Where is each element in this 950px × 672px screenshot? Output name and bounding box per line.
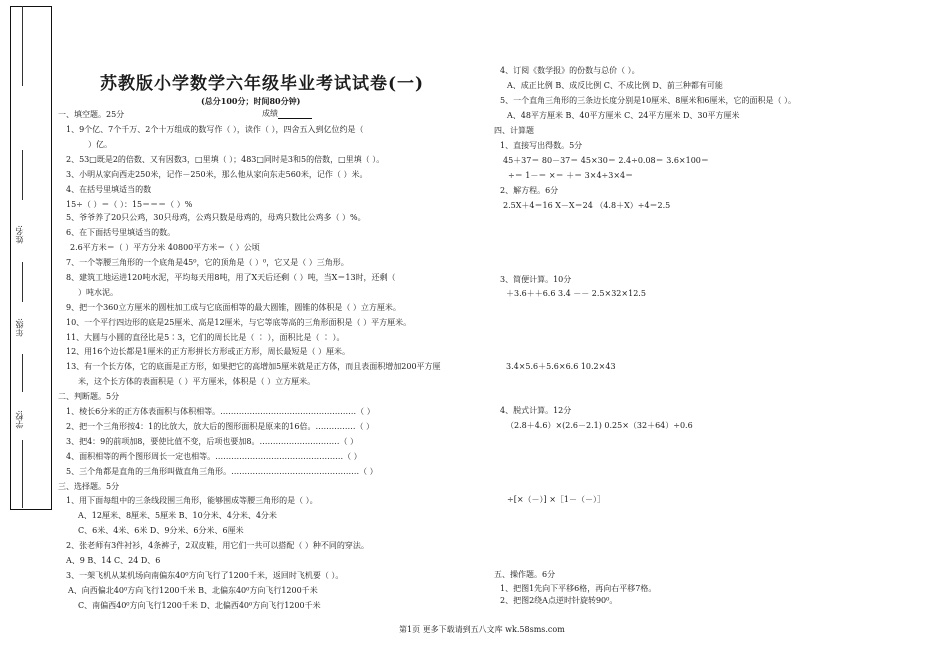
binding-line — [22, 150, 23, 200]
calc-line: （2.8＋4.6）×(2.6－2.1) 0.25×（32＋64）÷0.6 — [506, 421, 693, 430]
question-line: 12、用16个边长都是1厘米的正方形拼长方形或正方形，周长最短是（ ）厘米。 — [66, 347, 350, 356]
option-line: C、6米、4米、6米 D、9分米、6分米、6厘米 — [78, 526, 244, 535]
question-line: 15÷（ ）＝（ ）：15＝＝＝（ ）% — [66, 200, 193, 209]
score-label: 成绩 — [262, 109, 278, 118]
page-subtitle: (总分100分；时间80分钟) — [201, 96, 301, 106]
question-line: 4、在括号里填适当的数 — [66, 185, 152, 194]
question-line: 11、大圆与小圆的直径比是5∶3，它们的周长比是（ ∶ ），面积比是（ ∶ ）。 — [66, 333, 345, 342]
question-line: 2、把一个三角形按4：1的比放大，放大后的图形面积是原来的16倍。……………（ ） — [66, 422, 374, 431]
question-line: 1、棱长6分米的正方体表面积与体积相等。……………………………………………（ ） — [66, 407, 375, 416]
question-line: 9、把一个360立方厘米的圆柱加工成与它底面相等的最大圆锥，圆锥的体积是（ ）立方厘米。 — [66, 303, 401, 312]
question-line: 1、直接写出得数。5分 — [500, 141, 583, 150]
name-field-label: 姓名: — [15, 225, 24, 244]
section-heading: 四、计算题 — [494, 126, 534, 135]
question-line: 3、小明从家向西走250米，记作－250米，那么他从家向东走560米，记作（ ）米。 — [66, 170, 368, 179]
binding-line — [22, 262, 23, 302]
question-line: 一、填空题。25分 — [58, 110, 125, 119]
question-line: 8、建筑工地运进120吨水泥，平均每天用8吨，用了X天后还剩（ ）吨，当X＝13时，还剩（ — [66, 273, 396, 282]
school-field-label: 学校: — [15, 410, 24, 429]
question-line: 米，这个长方体的表面积是（ ）平方厘米，体积是（ ）立方厘米。 — [78, 377, 316, 386]
question-line: 2、解方程。6分 — [500, 186, 559, 195]
option-line: A、向西偏北40⁰方向飞行1200千米 B、北偏东40⁰方向飞行1200千米 — [68, 586, 318, 595]
question-line: 10、一个平行四边形的底是25厘米、高是12厘米，与它等底等高的三角形面积是（ ）平方厘米。 — [66, 318, 412, 327]
grade-field-label: 年级: — [15, 318, 24, 337]
section-heading: 三、选择题。5分 — [58, 482, 120, 491]
calc-line: 3.4×5.6＋5.6×6.6 10.2×43 — [506, 362, 616, 371]
question-line: 1、把图1先向下平移6格，再向右平移7格。 — [500, 584, 657, 593]
page-title: 苏教版小学数学六年级毕业考试试卷(一) — [100, 74, 425, 94]
question-line: 6、在下面括号里填适当的数。 — [66, 228, 176, 237]
binding-margin-box — [10, 6, 52, 510]
question-line: 2.6平方米＝（ ）平方分米 40800平方米＝（ ）公顷 — [70, 243, 260, 252]
question-line: 3、简便计算。10分 — [500, 275, 572, 284]
section-heading: 五、操作题。6分 — [494, 570, 556, 579]
option-line: A、48平方厘米 B、40平方厘米 C、24平方厘米 D、30平方厘米 — [507, 111, 740, 120]
section-heading: 二、判断题。5分 — [58, 392, 120, 401]
question-line: 4、订阅《数学报》的份数与总价（ ）。 — [500, 66, 640, 75]
question-line: ）亿。 — [88, 140, 112, 149]
option-line: A、成正比例 B、成反比例 C、不成比例 D、前三种都有可能 — [507, 81, 723, 90]
calc-line: ＋3.6＋＋6.6 3.4 －－ 2.5×32×12.5 — [506, 289, 646, 298]
binding-line — [22, 354, 23, 392]
question-line: 2、张老师有3件衬衫，4条裤子，2双皮鞋，用它们一共可以搭配（ ）种不同的穿法。 — [66, 541, 369, 550]
question-line: 5、爷爷养了20只公鸡，30只母鸡，公鸡只数是母鸡的，母鸡只数比公鸡多（ ）%。 — [66, 213, 366, 222]
question-line: 3、把4：9的前项加8，要使比值不变，后项也要加8。…………………………（ ） — [66, 437, 358, 446]
calc-line: 2.5X＋4＝16 X－X＝24 （4.8＋X）÷4＝2.5 — [503, 201, 671, 210]
page-footer: 第1页 更多下载请到五八文库 wk.58sms.com — [399, 625, 565, 634]
binding-line — [22, 440, 23, 508]
question-line: ）吨水泥。 — [78, 288, 118, 297]
question-line: 1、9个亿、7个千万、2个十万组成的数写作（ ），读作（ ），四舍五入到亿位约是（ — [66, 125, 364, 134]
question-line: 3、一架飞机从某机场向南偏东40⁰方向飞行了1200千米，返回时飞机要（ ）。 — [66, 571, 344, 580]
binding-line — [22, 6, 23, 86]
question-line: 4、脱式计算。12分 — [500, 406, 572, 415]
score-blank — [278, 110, 312, 119]
calc-line: 45＋37＝ 80－37＝ 45×30＝ 2.4÷0.08＝ 3.6×100＝ — [503, 156, 709, 165]
question-line: 5、三个角都是直角的三角形叫做直角三角形。…………………………………………（ ） — [66, 467, 378, 476]
question-line: 13、有一个长方体，它的底面是正方形，如果把它的高增加5厘米就是正方体，而且表面积增加200平方厘 — [66, 362, 441, 371]
option-line: C、南偏西40⁰方向飞行1200千米 D、北偏西40⁰方向飞行1200千米 — [78, 601, 321, 610]
question-line: 5、一个直角三角形的三条边长度分别是10厘米、8厘米和6厘米，它的面积是（ ）。 — [500, 96, 796, 105]
question-line: 4、面积相等的两个图形周长一定也相等。…………………………………………（ ） — [66, 452, 362, 461]
question-line: 2、53□既是2的倍数、又有因数3，□里填（ ）；483□同时是3和5的倍数，□里填（ ）。 — [66, 155, 385, 164]
question-line: 2、把图2绕A点逆时针旋转90⁰。 — [500, 596, 618, 605]
calc-line: ÷[×（－）] ×［1－（－）］ — [507, 495, 605, 504]
question-line: 1、用下面每组中的三条线段围三角形，能够围成等腰三角形的是（ ）。 — [66, 496, 318, 505]
question-line: 7、一个等腰三角形的一个底角是45⁰，它的顶角是（ ）⁰，它又是（ ）三角形。 — [66, 258, 349, 267]
score-field — [262, 109, 312, 119]
calc-line: ÷＝ 1－＝ ×＝ ＋＝ 3×4÷3×4＝ — [508, 171, 634, 180]
option-line: A、9 B、14 C、24 D、6 — [66, 556, 161, 565]
option-line: A、12厘米、8厘米、5厘米 B、10分米、4分米、4分米 — [78, 511, 277, 520]
